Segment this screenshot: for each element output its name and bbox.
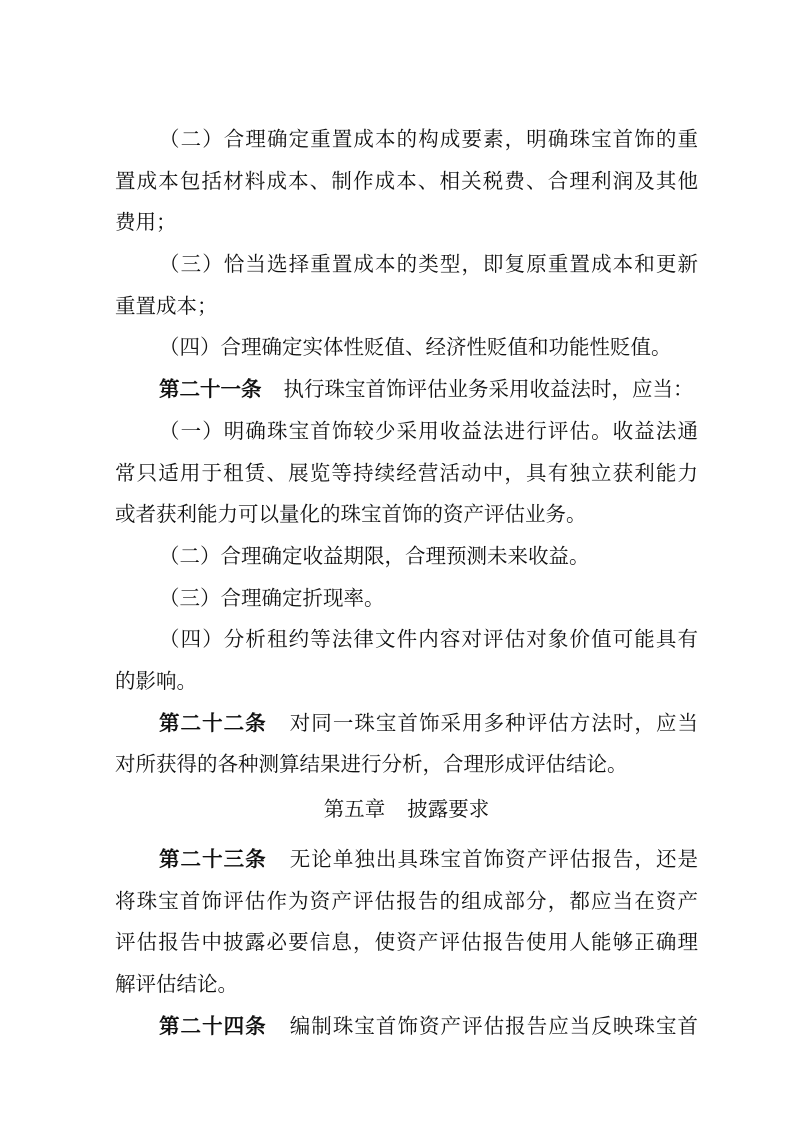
para-replacement-cost-elements-line-2: 置成本包括材料成本、制作成本、相关税费、合理利润及其他 xyxy=(115,168,698,193)
chapter-5-number: 第五章 xyxy=(323,797,386,821)
article-24-label: 第二十四条 xyxy=(159,1013,267,1038)
chapter-5-title: 披露要求 xyxy=(407,797,490,821)
article-23-line-1 xyxy=(115,839,698,881)
para-income-approach-line-3: 或者获利能力可以量化的珠宝首饰的资产评估业务。 xyxy=(115,502,587,527)
para-replacement-cost-elements-line-1: （二）合理确定重置成本的构成要素，明确珠宝首饰的重 xyxy=(159,127,698,151)
article-21-label: 第二十一条 xyxy=(159,377,262,402)
para-lease-analysis-line-2: 的影响。 xyxy=(115,668,197,693)
article-22-label: 第二十二条 xyxy=(159,710,267,735)
article-22-line-2: 对所获得的各种测算结果进行分析，合理形成评估结论。 xyxy=(115,752,628,777)
para-lease-analysis-line-1: （四）分析租约等法律文件内容对评估对象价值可能具有 xyxy=(159,627,698,652)
article-23-label: 第二十三条 xyxy=(159,847,267,871)
chapter-5-heading xyxy=(115,782,698,837)
para-replacement-cost-type-line-1: （三）恰当选择重置成本的类型，即复原重置成本和更新 xyxy=(159,252,698,277)
article-24-line-1 xyxy=(115,1006,698,1048)
para-income-approach-line-1: （一）明确珠宝首饰较少采用收益法进行评估。收益法通 xyxy=(159,418,698,443)
para-income-approach-line-2: 常只适用于租赁、展览等持续经营活动中，具有独立获利能力 xyxy=(115,460,698,485)
para-replacement-cost-type-line-2: 重置成本； xyxy=(115,293,218,318)
para-depreciation-line-1: （四）合理确定实体性贬值、经济性贬值和功能性贬值。 xyxy=(159,335,672,360)
document-page xyxy=(115,119,698,1047)
article-23-text: 无论单独出具珠宝首饰资产评估报告，还是 xyxy=(288,847,699,871)
article-22-line-1 xyxy=(115,703,698,745)
article-23-line-4: 解评估结论。 xyxy=(115,972,238,997)
para-replacement-cost-elements-line-3: 费用； xyxy=(115,210,177,235)
article-21-line-1 xyxy=(115,369,698,411)
article-23-line-2: 将珠宝首饰评估作为资产评估报告的组成部分，都应当在资产 xyxy=(115,888,698,913)
article-24-text: 编制珠宝首饰资产评估报告应当反映珠宝首 xyxy=(288,1013,699,1038)
article-23-line-3: 评估报告中披露必要信息，使资产评估报告使用人能够正确理 xyxy=(115,930,698,955)
article-22-text: 对同一珠宝首饰采用多种评估方法时，应当 xyxy=(288,710,699,735)
para-discount-rate-line-1: （三）合理确定折现率。 xyxy=(159,585,385,610)
article-21-text: 执行珠宝首饰评估业务采用收益法时，应当： xyxy=(283,377,694,402)
para-income-period-line-1: （二）合理确定收益期限，合理预测未来收益。 xyxy=(159,543,590,568)
